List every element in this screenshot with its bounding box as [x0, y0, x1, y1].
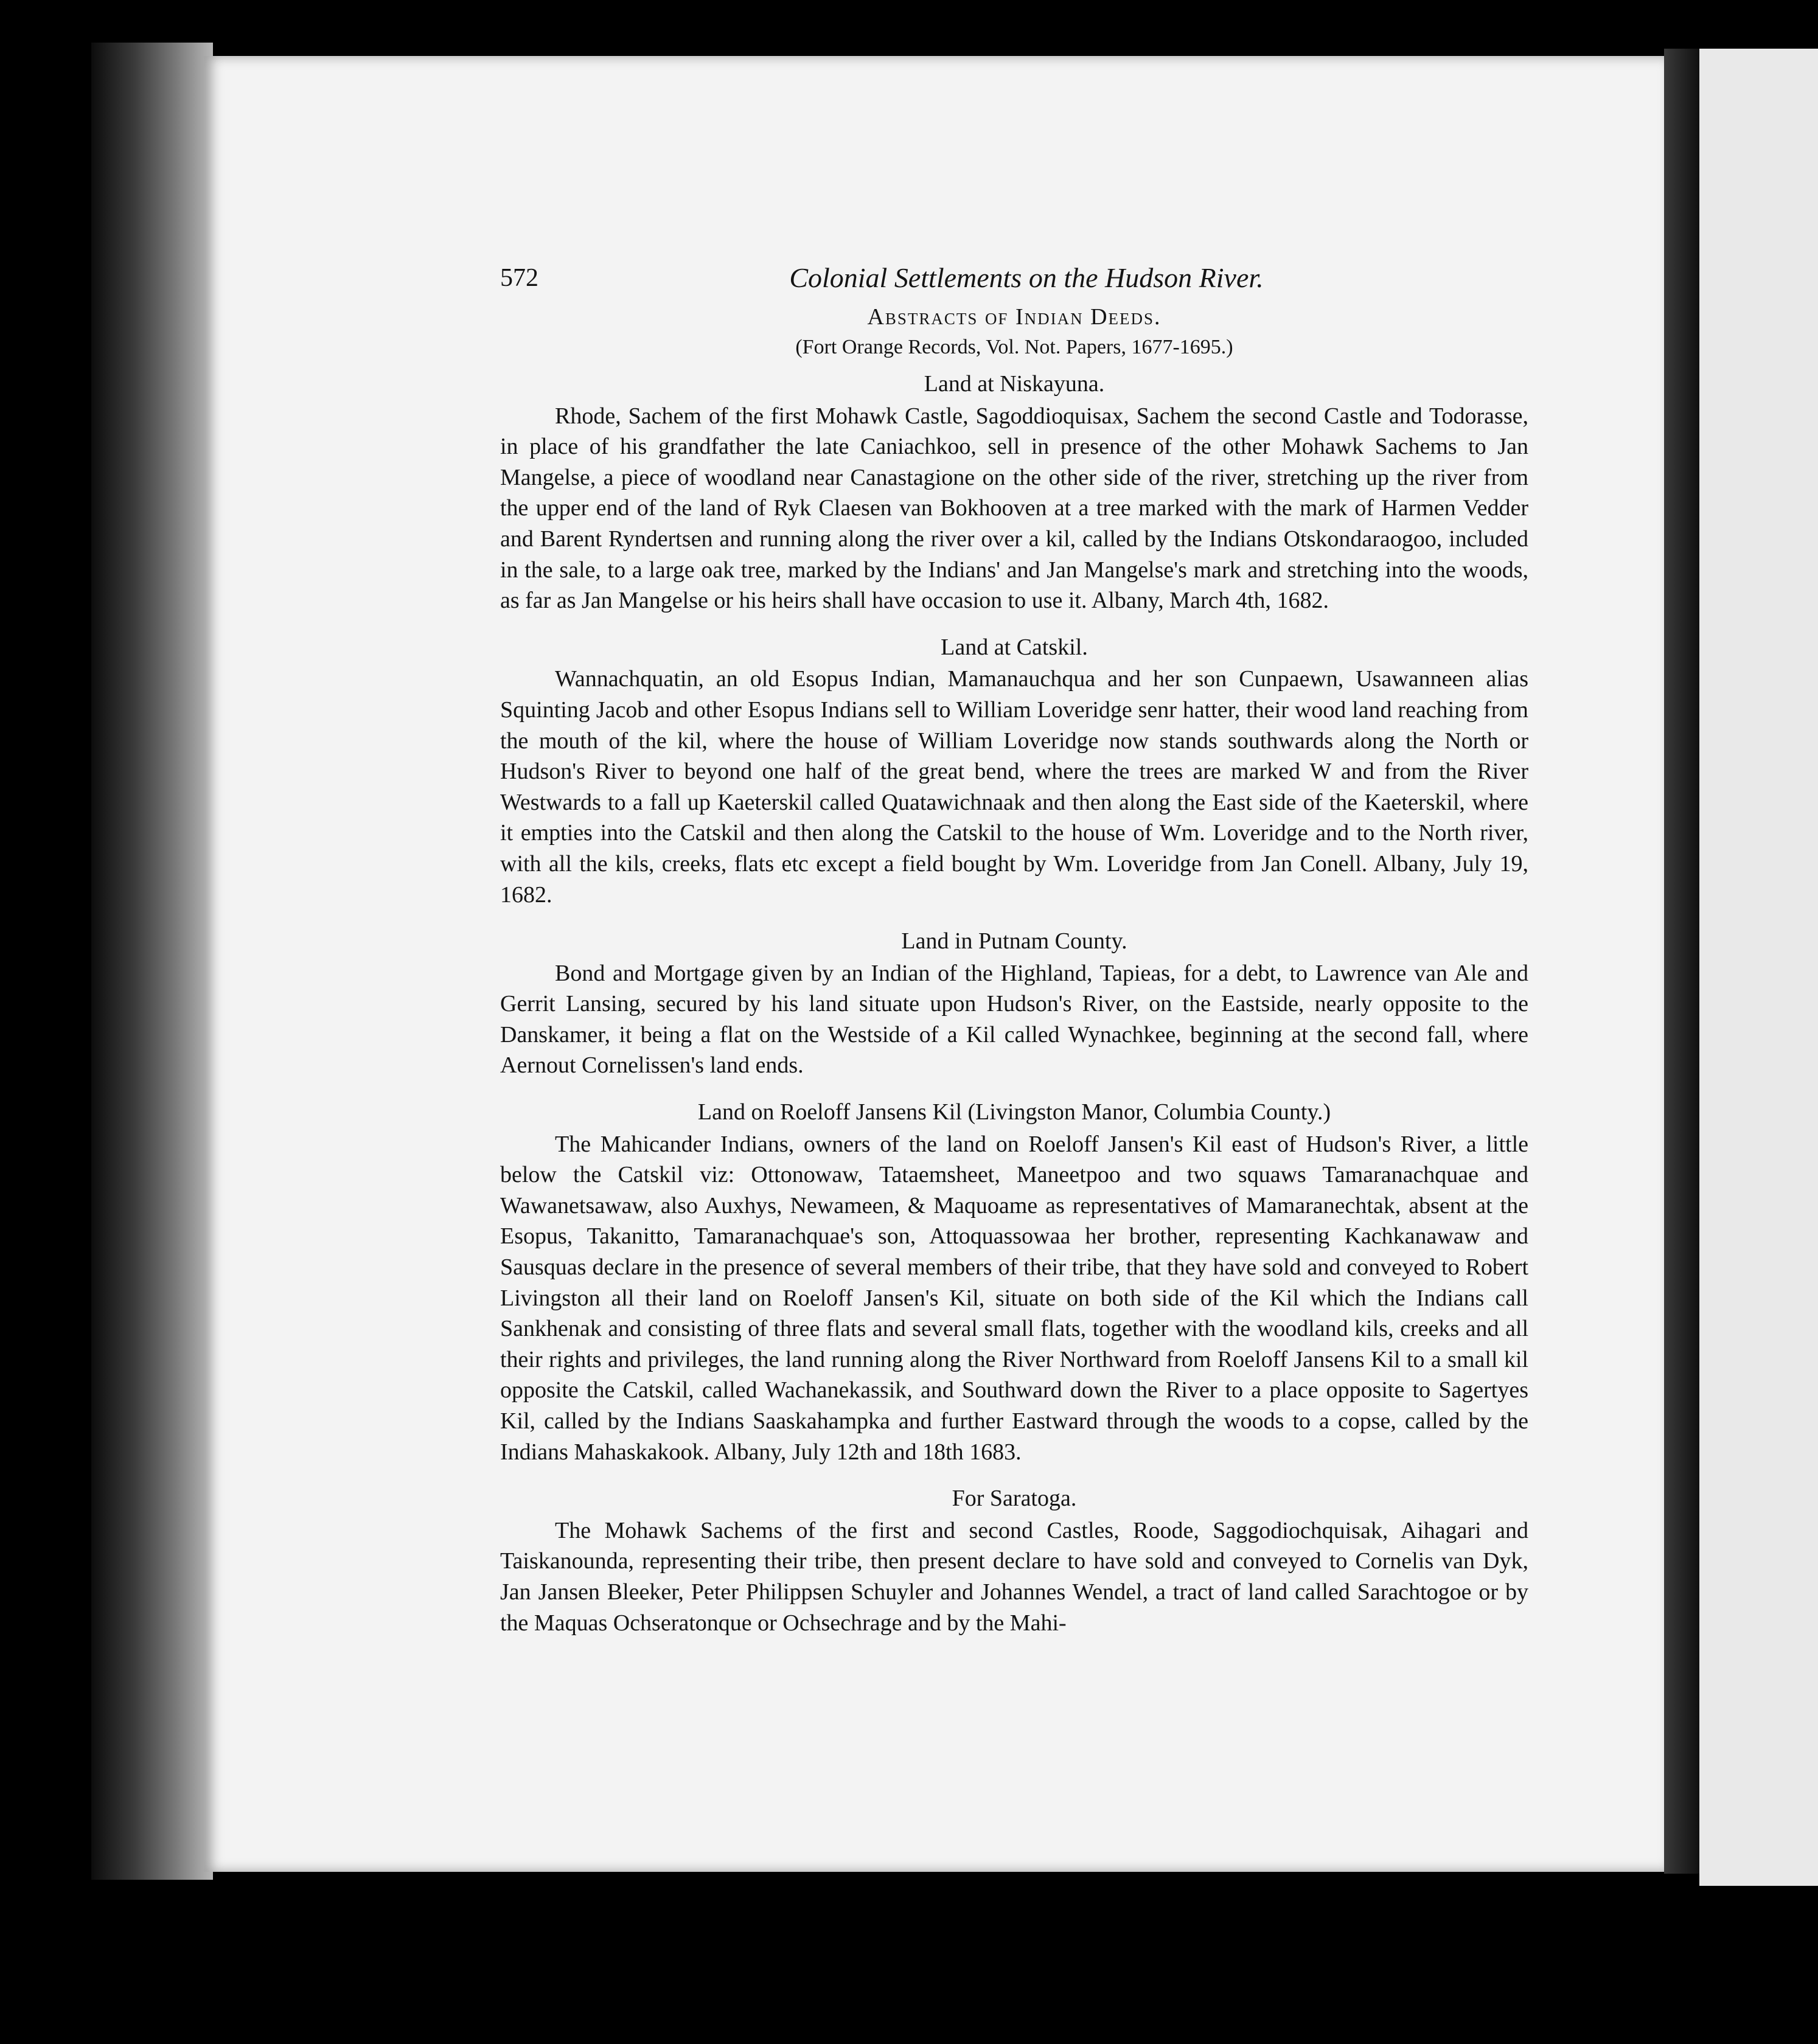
page-number: 572: [500, 264, 538, 292]
facing-page: [1699, 49, 1818, 1886]
deed-title: For Saratoga.: [952, 1486, 1077, 1512]
section-heading: Abstracts of Indian Deeds.: [867, 304, 1162, 330]
source-note: (Fort Orange Records, Vol. Not. Papers, 1677-1695.): [795, 336, 1233, 358]
deed-title: Land on Roeloff Jansens Kil (Livingston Manor, Columbia County.): [697, 1099, 1331, 1125]
book-page-edges: [91, 43, 213, 1880]
deed-text: Bond and Mortgage given by an Indian of the Highland, Tapieas, for a debt, to Lawrence van Ale and Gerrit Lansing, secured by his land situate upon Hudson's River, on the Eastside, nearly opposite to the Danskamer, it being a flat on the Westside of a Kil called Wynachkee, beginning at the second fall, where Aernout Cornelissen's land ends.: [500, 960, 1528, 1079]
deed-text: Rhode, Sachem of the first Mohawk Castle, Sagoddioquisax, Sachem the second Castle and Todorasse, in place of his grandfather the late Caniachkoo, sell in presence of the other Mohawk Sachems to Jan Mangelse, a piece of woodland near Canastagione on the other side of the river, stretching up the river from the upper end of the land of Ryk Claesen van Bokhooven at a tree marked with the mark of Harmen Vedder and Barent Ryndertsen and running along the river over a kil, called by the Indians Otskondaraogoo, included in the sale, to a large oak tree, marked by the Indians' and Jan Mangelse's mark and stretching into the woods, as far as Jan Mangelse or his heirs shall have occasion to use it. Albany, March 4th, 1682.: [500, 403, 1528, 614]
page-text: [500, 263, 1528, 1638]
deed-text: The Mahicander Indians, owners of the land on Roeloff Jansen's Kil east of Hudson's River, a little below the Catskil viz: Ottonowaw, Tataemsheet, Maneetpoo and two squaws Tamaranachquae and Wawanetsawaw, also Auxhys, Newameen, & Maquoame as representatives of Mamaranechtak, absent at the Esopus, Takanitto, Tamaranachquae's son, Attoquassowaa her brother, representing Kachkanawaw and Sausquas declare in the presence of several members of their tribe, that they have sold and conveyed to Robert Livingston all their land on Roeloff Jansen's Kil, situate on both side of the Kil which the Indians call Sankhenak and consisting of three flats and several small flats, together with the woodland kils, creeks and all their rights and privileges, the land running along the River Northward from Roeloff Jansens Kil to a small kil opposite the Catskil, called Wachanekassik, and Southward down the River to a place opposite to Sagertyes Kil, called by the Indians Saaskahampka and further Eastward through the woods to a copse, called by the Indians Mahaskakook. Albany, July 12th and 18th 1683.: [500, 1131, 1528, 1465]
book-gutter: [1664, 49, 1699, 1874]
deed-text: The Mohawk Sachems of the first and second Castles, Roode, Saggodiochquisak, Aihagari and Taiskanounda, representing their tribe, then present declare to have sold and conveyed to Cornelis van Dyk, Jan Jansen Bleeker, Peter Philippsen Schuyler and Johannes Wendel, a tract of land called Sarachtogoe or by the Maquas Ochseratonque or Ochsechrage and by the Mahi-: [500, 1517, 1528, 1636]
deed-text: Wannachquatin, an old Esopus Indian, Mamanauchqua and her son Cunpaewn, Usawanneen alias Squinting Jacob and other Esopus Indians sell to William Loveridge senr hatter, their wood land reaching from the mouth of the kil, where the house of William Loveridge now stands southwards along the North or Hudson's River to beyond one half of the great bend, where the trees are marked W and from the River Westwards to a fall up Kaeterskil called Quatawichnaak and then along the East side of the Kaeterskil, where it empties into the Catskil and then along the Catskil to the house of Wm. Loveridge and to the North river, with all the kils, creeks, flats etc except a field bought by Wm. Loveridge from Jan Conell. Albany, July 19, 1682.: [500, 666, 1528, 908]
deed-title: Land in Putnam County.: [901, 928, 1127, 954]
deed-title: Land at Niskayuna.: [924, 371, 1105, 397]
deed-title: Land at Catskil.: [941, 634, 1088, 660]
running-title: Colonial Settlements on the Hudson River.: [789, 262, 1264, 293]
running-head: [500, 263, 1528, 301]
